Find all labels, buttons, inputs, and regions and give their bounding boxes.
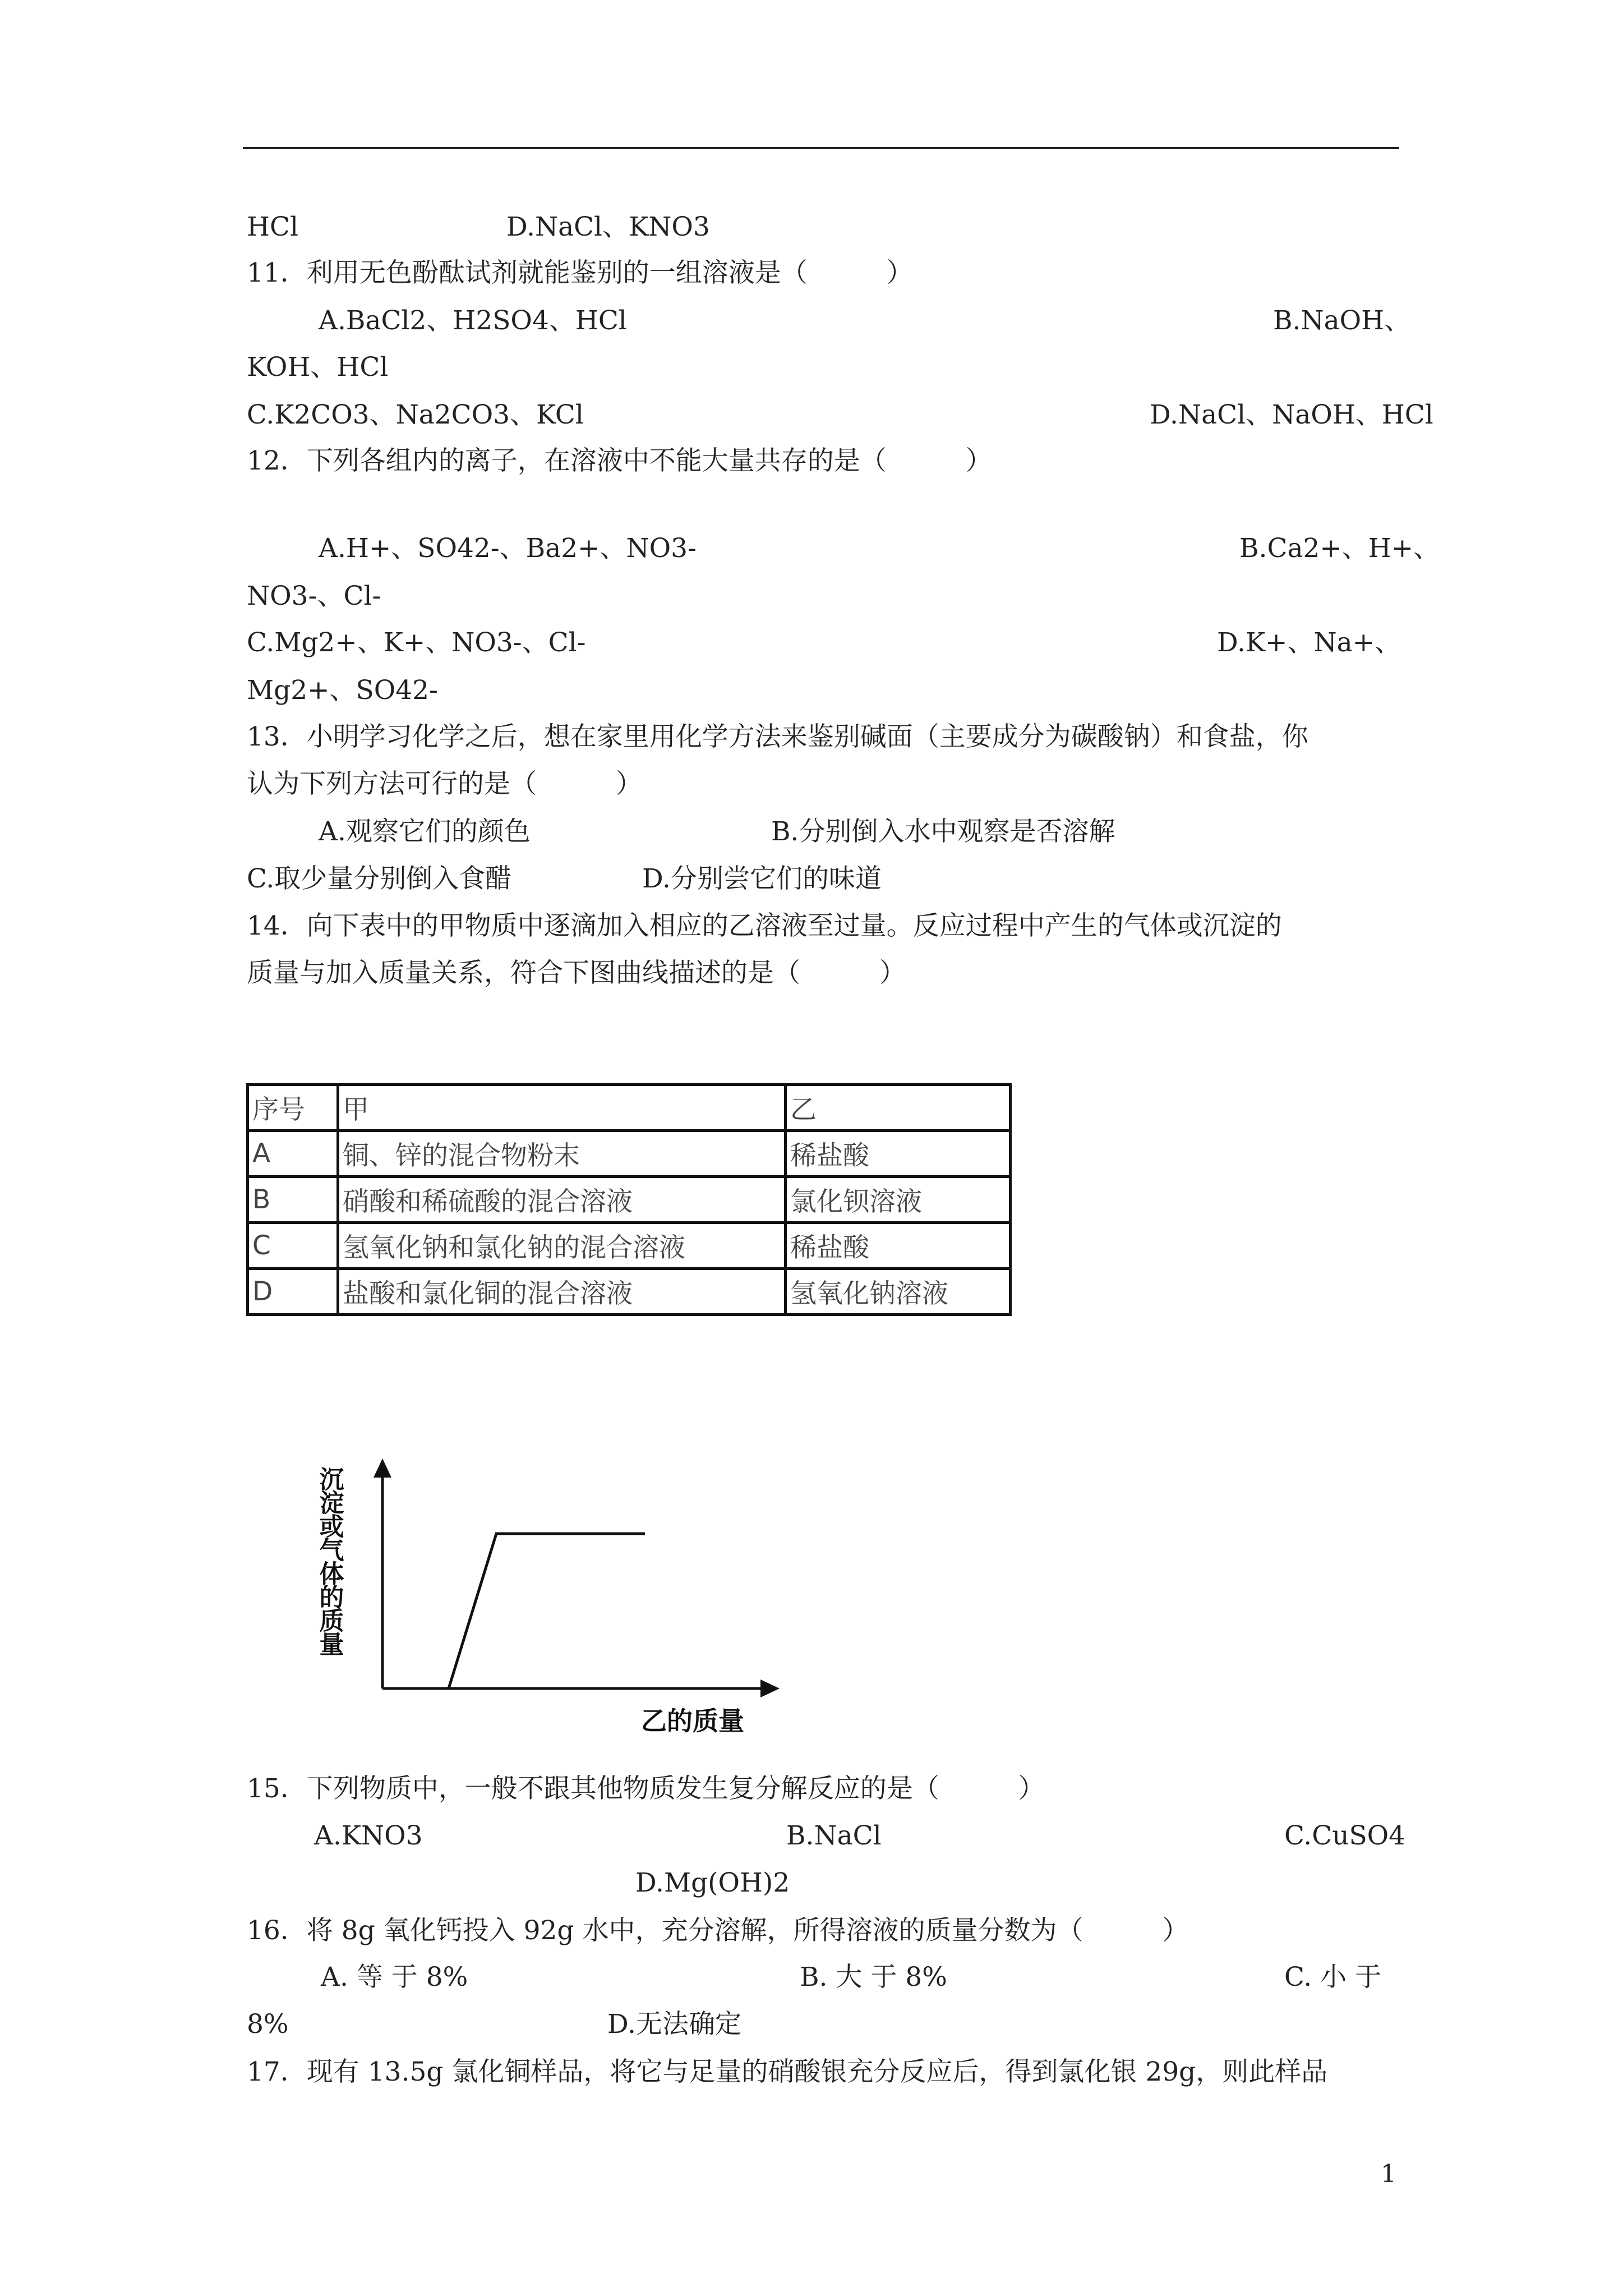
- question-16: 16．将 8g 氧化钙投入 92g 水中，充分溶解，所得溶液的质量分数为（ ）: [247, 1915, 1189, 1946]
- x-axis-arrow: [760, 1680, 780, 1697]
- option-c: C.CuSO4: [1284, 1820, 1406, 1851]
- table-header-cell: 甲: [338, 1085, 786, 1131]
- table-header-cell: 序号: [248, 1085, 338, 1131]
- option-a: A.KNO3: [314, 1820, 423, 1851]
- table-cell: 氯化钡溶液: [786, 1177, 1011, 1223]
- question-17: 17．现有 13.5g 氯化铜样品，将它与足量的硝酸银充分反应后，得到氯化银 29g，则此样品: [247, 2056, 1328, 2087]
- page-number: 1: [1381, 2160, 1396, 2188]
- question-11: 11．利用无色酚酞试剂就能鉴别的一组溶液是（ ）: [247, 257, 913, 288]
- table-cell: 盐酸和氯化铜的混合溶液: [338, 1269, 786, 1315]
- question-15: 15．下列物质中，一般不跟其他物质发生复分解反应的是（ ）: [247, 1773, 1045, 1804]
- table-cell: 稀盐酸: [786, 1223, 1011, 1269]
- option-d: D.NaCl、KNO3: [506, 211, 710, 242]
- option-b: B.分别倒入水中观察是否溶解: [771, 816, 1115, 847]
- header-rule: [243, 147, 1399, 149]
- option-d-cont: Mg2+、SO42-: [247, 675, 438, 706]
- option-d: D.K+、Na+、: [1217, 627, 1401, 658]
- option-d: D.Mg(OH)2: [635, 1867, 790, 1898]
- text-line: HCl: [247, 211, 298, 242]
- option-a: A.H+、SO42-、Ba2+、NO3-: [319, 533, 697, 564]
- table-row: [248, 1269, 1011, 1315]
- option-c-cont: 8%: [247, 2009, 289, 2040]
- option-c: C. 小 于: [1284, 1962, 1382, 1993]
- option-a: A.BaCl2、H2SO4、HCl: [319, 305, 627, 336]
- option-b-cont: NO3-、Cl-: [247, 581, 381, 611]
- table-cell: 氢氧化钠和氯化钠的混合溶液: [338, 1223, 786, 1269]
- reaction-graph: [314, 1453, 785, 1733]
- question-14: 14．向下表中的甲物质中逐滴加入相应的乙溶液至过量。反应过程中产生的气体或沉淀的: [247, 910, 1282, 941]
- question-13-cont: 认为下列方法可行的是（ ）: [247, 769, 642, 799]
- table-header-row: [248, 1085, 1011, 1131]
- option-c: C.Mg2+、K+、NO3-、Cl-: [247, 627, 586, 658]
- option-b: B.NaOH、: [1273, 305, 1411, 336]
- table-row: [248, 1131, 1011, 1177]
- option-b: B.Ca2+、H+、: [1239, 533, 1440, 564]
- table-cell: 铜、锌的混合物粉末: [338, 1131, 786, 1177]
- curve-line: [449, 1534, 645, 1688]
- option-d: D.分别尝它们的味道: [642, 863, 882, 894]
- table-cell: A: [248, 1131, 338, 1177]
- table-cell: C: [248, 1223, 338, 1269]
- question-14-cont: 质量与加入质量关系，符合下图曲线描述的是（ ）: [247, 958, 906, 988]
- table-cell: 氢氧化钠溶液: [786, 1269, 1011, 1315]
- option-d: D.无法确定: [607, 2009, 741, 2040]
- table-cell: D: [248, 1269, 338, 1315]
- y-axis-arrow: [374, 1458, 391, 1478]
- table-cell: 稀盐酸: [786, 1131, 1011, 1177]
- option-c: C.取少量分别倒入食醋: [247, 863, 512, 894]
- reagent-table: [246, 1083, 1012, 1316]
- option-c: C.K2CO3、Na2CO3、KCl: [247, 399, 584, 430]
- option-b: B. 大 于 8%: [800, 1962, 947, 1993]
- option-a: A. 等 于 8%: [321, 1962, 468, 1993]
- question-12: 12．下列各组内的离子，在溶液中不能大量共存的是（ ）: [247, 445, 992, 476]
- x-axis-label: 乙的质量: [641, 1706, 744, 1733]
- option-b: B.NaCl: [786, 1820, 882, 1851]
- question-13: 13．小明学习化学之后，想在家里用化学方法来鉴别碱面（主要成分为碳酸钠）和食盐，你: [247, 721, 1308, 752]
- option-d: D.NaCl、NaOH、HCl: [1150, 399, 1433, 430]
- table-row: [248, 1223, 1011, 1269]
- table-cell: B: [248, 1177, 338, 1223]
- y-axis-label: 沉淀或气体的质量: [315, 1466, 344, 1655]
- table-cell: 硝酸和稀硫酸的混合溶液: [338, 1177, 786, 1223]
- table-row: [248, 1177, 1011, 1223]
- option-b-cont: KOH、HCl: [247, 352, 389, 383]
- table-header-cell: 乙: [786, 1085, 1011, 1131]
- option-a: A.观察它们的颜色: [319, 816, 531, 847]
